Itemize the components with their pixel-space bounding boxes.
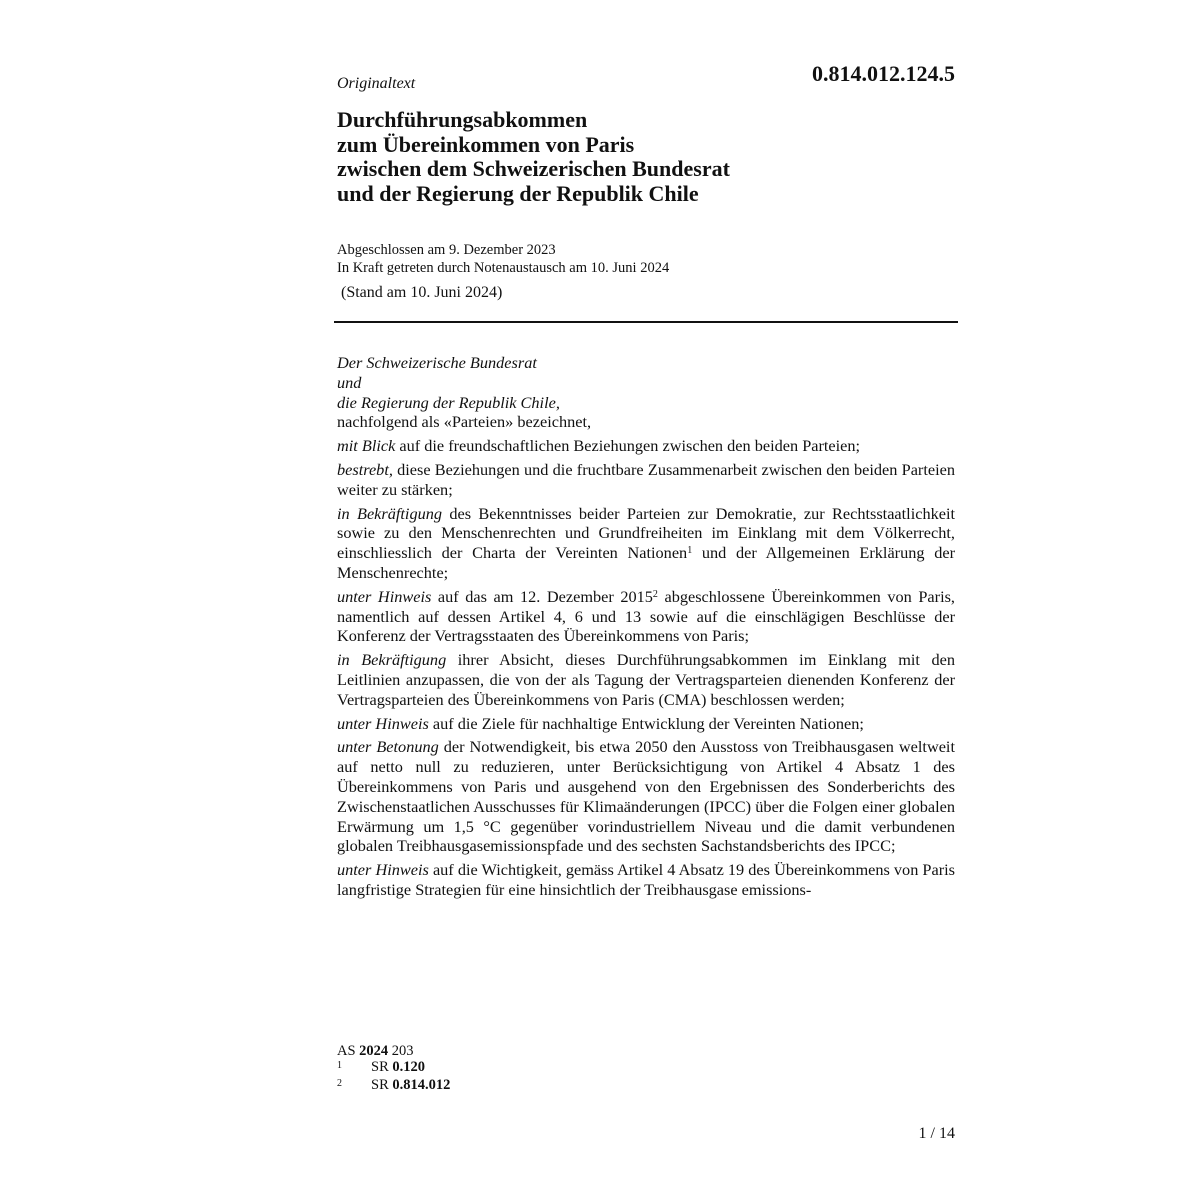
paragraph-lead: unter Betonung <box>337 737 439 757</box>
title-line: zum Übereinkommen von Paris <box>337 131 635 157</box>
party-line: die Regierung der Republik Chile, <box>337 392 560 412</box>
paragraph-lead: mit Blick <box>337 436 396 456</box>
paragraph-text: der Notwendigkeit, bis etwa 2050 den Ausstoss von Treibhausgasen weltweit auf netto null zu reduzieren, unter Berücksichtigung von Artikel 4 Absatz 1 des Übereinkommens von Paris und ausgehend von den Ergebnissen des Sonderberichts des Zwischenstaatlichen Ausschusses für Klimaänderungen (IPCC) über die Folgen einer globalen Erwärmung um 1,5 °C gegenüber vorindustriellem Niveau und die damit verbundenen globalen Treibhausgasemissionspfade und des sechsten Sachstandsberichts des IPCC; <box>337 737 955 856</box>
paragraph-text: auf das am 12. Dezember 2015 <box>431 586 653 606</box>
paragraph-lead: unter Hinweis <box>337 860 429 880</box>
paragraph-text: auf die freundschaftlichen Beziehungen zwischen den beiden Parteien; <box>395 436 861 456</box>
footnotes <box>337 1043 450 1095</box>
as-year: 2024 <box>359 1043 389 1059</box>
preamble-body <box>337 353 955 900</box>
paragraph-text: auf die Ziele für nachhaltige Entwicklung der Vereinten Nationen; <box>428 713 864 733</box>
preamble-paragraph <box>337 587 955 646</box>
paragraph-text: des Bekenntnisses beider Parteien zur Demokratie, zur Rechtsstaatlichkeit sowie zu den Menschenrechten und Grundfreiheiten im Einklang mit dem Völkerrecht, einschliesslich der Charta der Vereinten Nationen <box>337 503 956 563</box>
title-line: und der Regierung der Republik Chile <box>337 180 699 206</box>
footnote-ref[interactable]: 2 <box>652 588 658 600</box>
paragraph-text: und der Allgemeinen Erklärung der Menschenrechte; <box>337 543 955 582</box>
as-prefix: AS <box>337 1043 360 1059</box>
footnote <box>337 1059 450 1077</box>
preamble-paragraph <box>337 504 955 583</box>
party-line: nachfolgend als «Parteien» bezeichnet, <box>337 412 592 432</box>
document-title <box>337 108 957 206</box>
footnote-number: 2 <box>337 1078 342 1089</box>
page-number: 1 / 14 <box>918 1125 955 1142</box>
paragraph-lead: in Bekräftigung <box>337 650 447 670</box>
preamble-paragraph <box>337 714 955 734</box>
preamble-paragraph <box>337 737 955 856</box>
title-line: zwischen dem Schweizerischen Bundesrat <box>337 156 730 181</box>
footnote-number: 1 <box>337 1060 342 1071</box>
sr-number: 0.814.012.124.5 <box>812 61 955 86</box>
horizontal-rule <box>334 321 958 323</box>
concluded-date: Abgeschlossen am 9. Dezember 2023 <box>337 242 556 258</box>
status-date: (Stand am 10. Juni 2024) <box>341 284 503 301</box>
paragraph-text: diese Beziehungen und die fruchtbare Zusammenarbeit zwischen den beiden Parteien weiter zu stärken; <box>337 459 955 499</box>
title-line: Durchführungsabkommen <box>337 107 588 132</box>
date-info <box>337 242 669 277</box>
footnote-link[interactable]: 0.814.012 <box>392 1077 451 1093</box>
party-line: und <box>337 372 362 392</box>
footnote-prefix: SR <box>371 1059 389 1075</box>
paragraph-text: ihrer Absicht, dieses Durchführungsabkommen im Einklang mit den Leitlinien anzupassen, die von der als Tagung der Vertragsparteien dienenden Konferenz der Vertragsparteien des Übereinkommens von Paris (CMA) beschlossen werden; <box>337 650 955 709</box>
paragraph-lead: bestrebt, <box>337 459 393 479</box>
official-collection-ref <box>337 1043 450 1059</box>
footnote-prefix: SR <box>371 1077 389 1093</box>
paragraph-text: auf die Wichtigkeit, gemäss Artikel 4 Absatz 19 des Übereinkommens von Paris langfristige Strategien für eine hinsichtlich der Treibhausgase emissions- <box>337 860 955 899</box>
preamble-paragraph <box>337 860 955 900</box>
footnote-link[interactable]: 0.120 <box>392 1059 425 1075</box>
preamble-paragraph <box>337 650 955 709</box>
paragraph-lead: in Bekräftigung <box>337 503 443 523</box>
paragraph-lead: unter Hinweis <box>337 713 429 733</box>
paragraph-lead: unter Hinweis <box>337 586 432 606</box>
paragraph-text: abgeschlossene Übereinkommen von Paris, namentlich auf dessen Artikel 4, 6 und 13 sowie auf die einschlägigen Beschlüsse der Konferenz der Vertragsstaaten des Übereinkommens von Paris; <box>337 586 956 646</box>
preamble-paragraph <box>337 460 955 500</box>
preamble-paragraph <box>337 436 955 456</box>
footnote <box>337 1077 450 1095</box>
as-page: 203 <box>388 1043 414 1059</box>
original-text-label: Originaltext <box>337 75 416 92</box>
party-line: Der Schweizerische Bundesrat <box>337 353 537 372</box>
in-force-date: In Kraft getreten durch Notenaustausch am 10. Juni 2024 <box>337 259 670 276</box>
footnote-ref[interactable]: 1 <box>687 545 693 557</box>
